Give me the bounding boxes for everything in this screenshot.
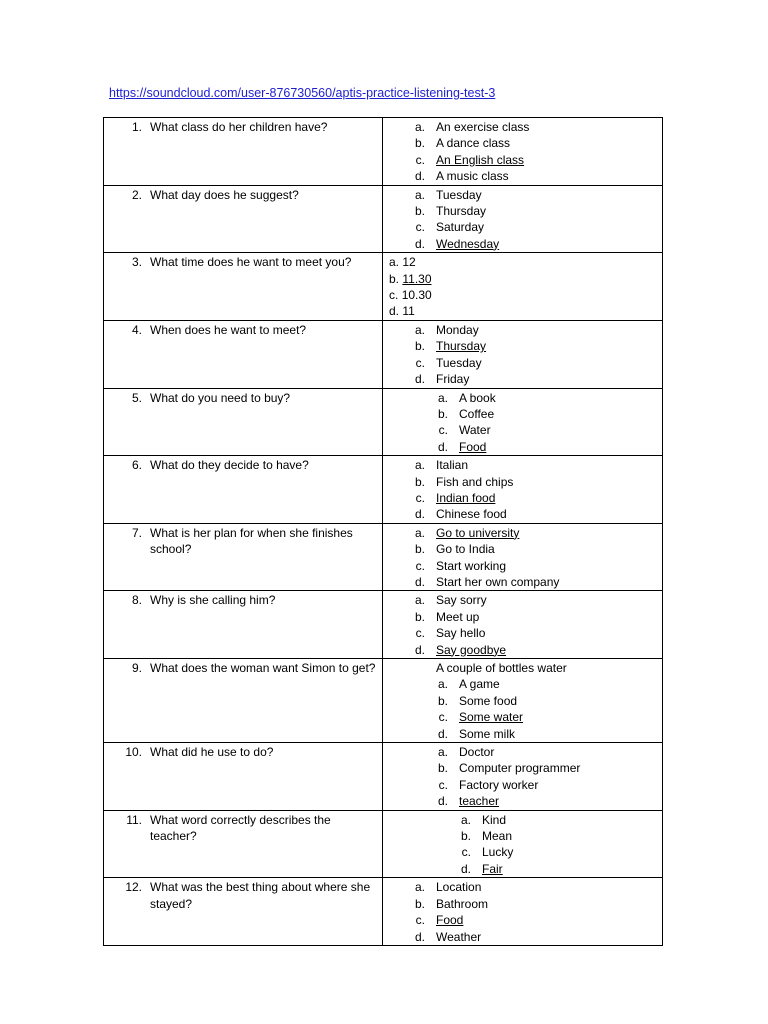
answer-options (383, 591, 662, 658)
option-letter: b. (437, 406, 448, 421)
answer-cell (383, 659, 663, 743)
option-letter: c. (438, 777, 448, 792)
answer-option (383, 303, 662, 319)
question-number: 11. (126, 812, 142, 827)
answer-options (383, 118, 662, 185)
question-cell (104, 118, 383, 186)
option-letter: b. (414, 136, 425, 151)
option-text: Thursday (436, 204, 487, 219)
question-row (104, 743, 663, 811)
answer-option (383, 390, 662, 406)
option-text: Thursday (436, 339, 487, 354)
option-letter: c. (438, 710, 448, 725)
option-text: Say sorry (436, 593, 487, 608)
answer-option (383, 152, 662, 168)
option-text: Fair (482, 861, 503, 876)
answer-option (383, 371, 662, 387)
answer-options (383, 524, 662, 591)
answer-option (383, 187, 662, 203)
question-text: What was the best thing about where she stayed? (150, 880, 371, 911)
answer-cell (383, 388, 663, 456)
option-text: Weather (436, 929, 482, 944)
option-text: Say goodbye (436, 642, 507, 657)
option-letter: d. (460, 861, 471, 876)
answer-cell (383, 320, 663, 388)
option-text: Tuesday (436, 355, 482, 370)
answer-options (383, 878, 662, 945)
option-letter: b. (460, 829, 471, 844)
question-cell (104, 320, 383, 388)
option-letter: a. (414, 120, 425, 134)
option-letter: a. (414, 322, 425, 337)
question-cell (104, 185, 383, 253)
answer-cell (383, 456, 663, 524)
answer-intro: A couple of bottles water (436, 661, 567, 675)
answer-option (383, 355, 662, 371)
answer-option (383, 506, 662, 522)
option-text: Computer programmer (459, 761, 581, 776)
question-number: 10. (125, 745, 142, 760)
option-letter: c. (415, 490, 425, 505)
option-text: Go to university (436, 525, 520, 540)
answer-option (383, 879, 662, 895)
option-text: Indian food (436, 490, 496, 505)
option-letter: d. (414, 169, 425, 184)
answer-cell (383, 591, 663, 659)
question-row (104, 456, 663, 524)
option-letter: b. (414, 609, 425, 624)
option-text: Doctor (459, 745, 495, 760)
question-number: 4. (131, 322, 142, 337)
answer-option (383, 254, 662, 270)
answer-option (383, 338, 662, 354)
question-text: What day does he suggest? (150, 187, 299, 202)
answer-option (383, 777, 662, 793)
option-letter: d. (414, 929, 425, 944)
answer-option (383, 135, 662, 151)
option-letter: d. (414, 642, 425, 657)
option-text: Meet up (436, 609, 480, 624)
answer-cell (383, 185, 663, 253)
question-cell (104, 659, 383, 743)
answer-option (383, 609, 662, 625)
question-text: What word correctly describes the teacher? (150, 812, 331, 844)
soundcloud-link[interactable]: https://soundcloud.com/user-876730560/aptis-practice-listening-test-3 (109, 86, 496, 100)
answer-option (383, 490, 662, 506)
option-letter: c. (461, 845, 471, 860)
answer-option (383, 525, 662, 541)
answer-option (383, 625, 662, 641)
option-letter: a. (414, 525, 425, 540)
answer-option (383, 912, 662, 928)
option-text: Monday (436, 322, 479, 337)
answer-option (383, 676, 662, 692)
answer-options (383, 321, 662, 388)
option-text: Friday (436, 372, 470, 387)
question-cell (104, 388, 383, 456)
answer-cell (383, 743, 663, 811)
option-letter: b. (437, 693, 448, 708)
question-text: What did he use to do? (150, 745, 274, 760)
answer-option (383, 844, 662, 860)
question-number: 2. (131, 187, 142, 202)
answer-option (383, 592, 662, 608)
question-row (104, 810, 663, 878)
question-cell (104, 878, 383, 946)
answer-option (383, 457, 662, 473)
question-row (104, 659, 663, 743)
option-text: An English class (436, 152, 525, 167)
answer-cell (383, 523, 663, 591)
answer-option (383, 861, 662, 877)
answer-option (383, 828, 662, 844)
option-text: Some milk (459, 726, 516, 741)
option-letter: d. (414, 372, 425, 387)
question-text: What do you need to buy? (150, 390, 291, 405)
option-letter: a. (414, 187, 425, 202)
question-row (104, 878, 663, 946)
option-text: A music class (436, 169, 509, 184)
answer-cell (383, 253, 663, 321)
answer-option (383, 236, 662, 252)
option-text: Food (459, 439, 487, 454)
answer-option (383, 642, 662, 658)
option-letter: a. (414, 458, 425, 473)
question-number: 3. (131, 255, 142, 270)
answer-option (383, 541, 662, 557)
option-letter: b. (414, 474, 425, 489)
answer-option (383, 168, 662, 184)
option-letter: d. (389, 304, 400, 319)
question-row (104, 523, 663, 591)
answer-cell (383, 810, 663, 878)
option-text: A book (459, 390, 496, 405)
question-number: 1. (131, 120, 142, 134)
answer-option (383, 422, 662, 438)
question-row (104, 185, 663, 253)
answer-options (383, 253, 662, 320)
answer-option (383, 219, 662, 235)
option-text: 11.30 (402, 271, 432, 286)
option-text: Location (436, 880, 482, 895)
option-letter: c. (389, 288, 399, 303)
option-text: Lucky (482, 845, 514, 860)
answer-option (383, 119, 662, 135)
answer-option (383, 709, 662, 725)
question-number: 9. (131, 661, 142, 675)
answer-option (383, 322, 662, 338)
option-text: Kind (482, 812, 507, 827)
question-text: What do they decide to have? (150, 458, 309, 473)
option-letter: b. (389, 271, 400, 286)
option-letter: d. (414, 574, 425, 589)
answer-cell (383, 878, 663, 946)
answer-options (383, 743, 662, 810)
option-text: 11 (402, 304, 415, 319)
answer-option (383, 812, 662, 828)
option-letter: b. (414, 204, 425, 219)
option-letter: d. (437, 726, 448, 741)
option-letter: b. (414, 542, 425, 557)
question-cell (104, 253, 383, 321)
answer-option (383, 474, 662, 490)
question-cell (104, 743, 383, 811)
question-row (104, 253, 663, 321)
answer-option (383, 793, 662, 809)
question-text: Why is she calling him? (150, 593, 276, 608)
option-letter: a. (437, 390, 448, 405)
question-text: What is her plan for when she finishes school? (150, 525, 353, 557)
option-text: Say hello (436, 626, 486, 641)
option-text: Start her own company (436, 574, 560, 589)
question-row (104, 320, 663, 388)
option-text: 10.30 (401, 288, 432, 303)
question-text: What class do her children have? (150, 120, 328, 134)
option-text: Saturday (436, 220, 485, 235)
option-letter: b. (414, 896, 425, 911)
option-text: An exercise class (436, 120, 530, 134)
option-letter: c. (415, 913, 425, 928)
question-cell (104, 523, 383, 591)
question-cell (104, 456, 383, 524)
answer-option (383, 726, 662, 742)
option-letter: d. (414, 507, 425, 522)
answer-options (383, 811, 662, 878)
option-letter: c. (415, 152, 425, 167)
question-cell (104, 810, 383, 878)
option-letter: c. (438, 423, 448, 438)
option-text: Water (459, 423, 491, 438)
answer-option (383, 896, 662, 912)
option-text: Some food (459, 693, 518, 708)
option-letter: c. (415, 220, 425, 235)
option-letter: a. (389, 255, 400, 270)
option-text: Mean (482, 829, 513, 844)
option-text: Go to India (436, 542, 495, 557)
option-text: Tuesday (436, 187, 482, 202)
answer-option (383, 760, 662, 776)
option-text: Food (436, 913, 464, 928)
option-text: Bathroom (436, 896, 489, 911)
question-number: 8. (131, 593, 142, 608)
option-text: Italian (436, 458, 469, 473)
answer-options (383, 456, 662, 523)
option-letter: c. (415, 558, 425, 573)
option-text: A game (459, 677, 500, 692)
option-letter: c. (415, 355, 425, 370)
answer-option (383, 929, 662, 945)
question-text: When does he want to meet? (150, 322, 307, 337)
answer-options (383, 389, 662, 456)
answer-option (383, 271, 662, 287)
option-letter: b. (414, 339, 425, 354)
option-letter: b. (437, 761, 448, 776)
option-text: Fish and chips (436, 474, 514, 489)
option-text: Factory worker (459, 777, 539, 792)
question-text: What time does he want to meet you? (150, 255, 352, 270)
answer-option (383, 287, 662, 303)
option-text: Start working (436, 558, 507, 573)
answer-option (383, 203, 662, 219)
option-letter: d. (437, 439, 448, 454)
answer-option (383, 693, 662, 709)
option-letter: a. (414, 593, 425, 608)
option-text: Wednesday (436, 236, 500, 251)
option-letter: d. (414, 236, 425, 251)
question-number: 5. (131, 390, 142, 405)
option-text: A dance class (436, 136, 511, 151)
option-text: Chinese food (436, 507, 507, 522)
question-number: 12. (125, 880, 142, 895)
option-text: Coffee (459, 406, 495, 421)
option-letter: c. (415, 626, 425, 641)
quiz-table (103, 117, 663, 946)
question-cell (104, 591, 383, 659)
answer-cell (383, 118, 663, 186)
option-letter: d. (437, 794, 448, 809)
answer-options (383, 186, 662, 253)
option-text: Some water (459, 710, 524, 725)
answer-option (383, 558, 662, 574)
question-row (104, 591, 663, 659)
option-letter: a. (414, 880, 425, 895)
answer-option (383, 744, 662, 760)
answer-option (383, 574, 662, 590)
question-row (104, 388, 663, 456)
option-letter: a. (437, 745, 448, 760)
question-number: 7. (131, 525, 142, 540)
option-letter: a. (460, 812, 471, 827)
answer-option (383, 406, 662, 422)
question-row (104, 118, 663, 186)
option-text: teacher (459, 794, 500, 809)
option-text: 12 (402, 255, 416, 270)
question-text: What does the woman want Simon to get? (150, 661, 376, 675)
answer-option (383, 439, 662, 455)
question-number: 6. (131, 458, 142, 473)
answer-options (383, 659, 662, 742)
option-letter: a. (437, 677, 448, 692)
